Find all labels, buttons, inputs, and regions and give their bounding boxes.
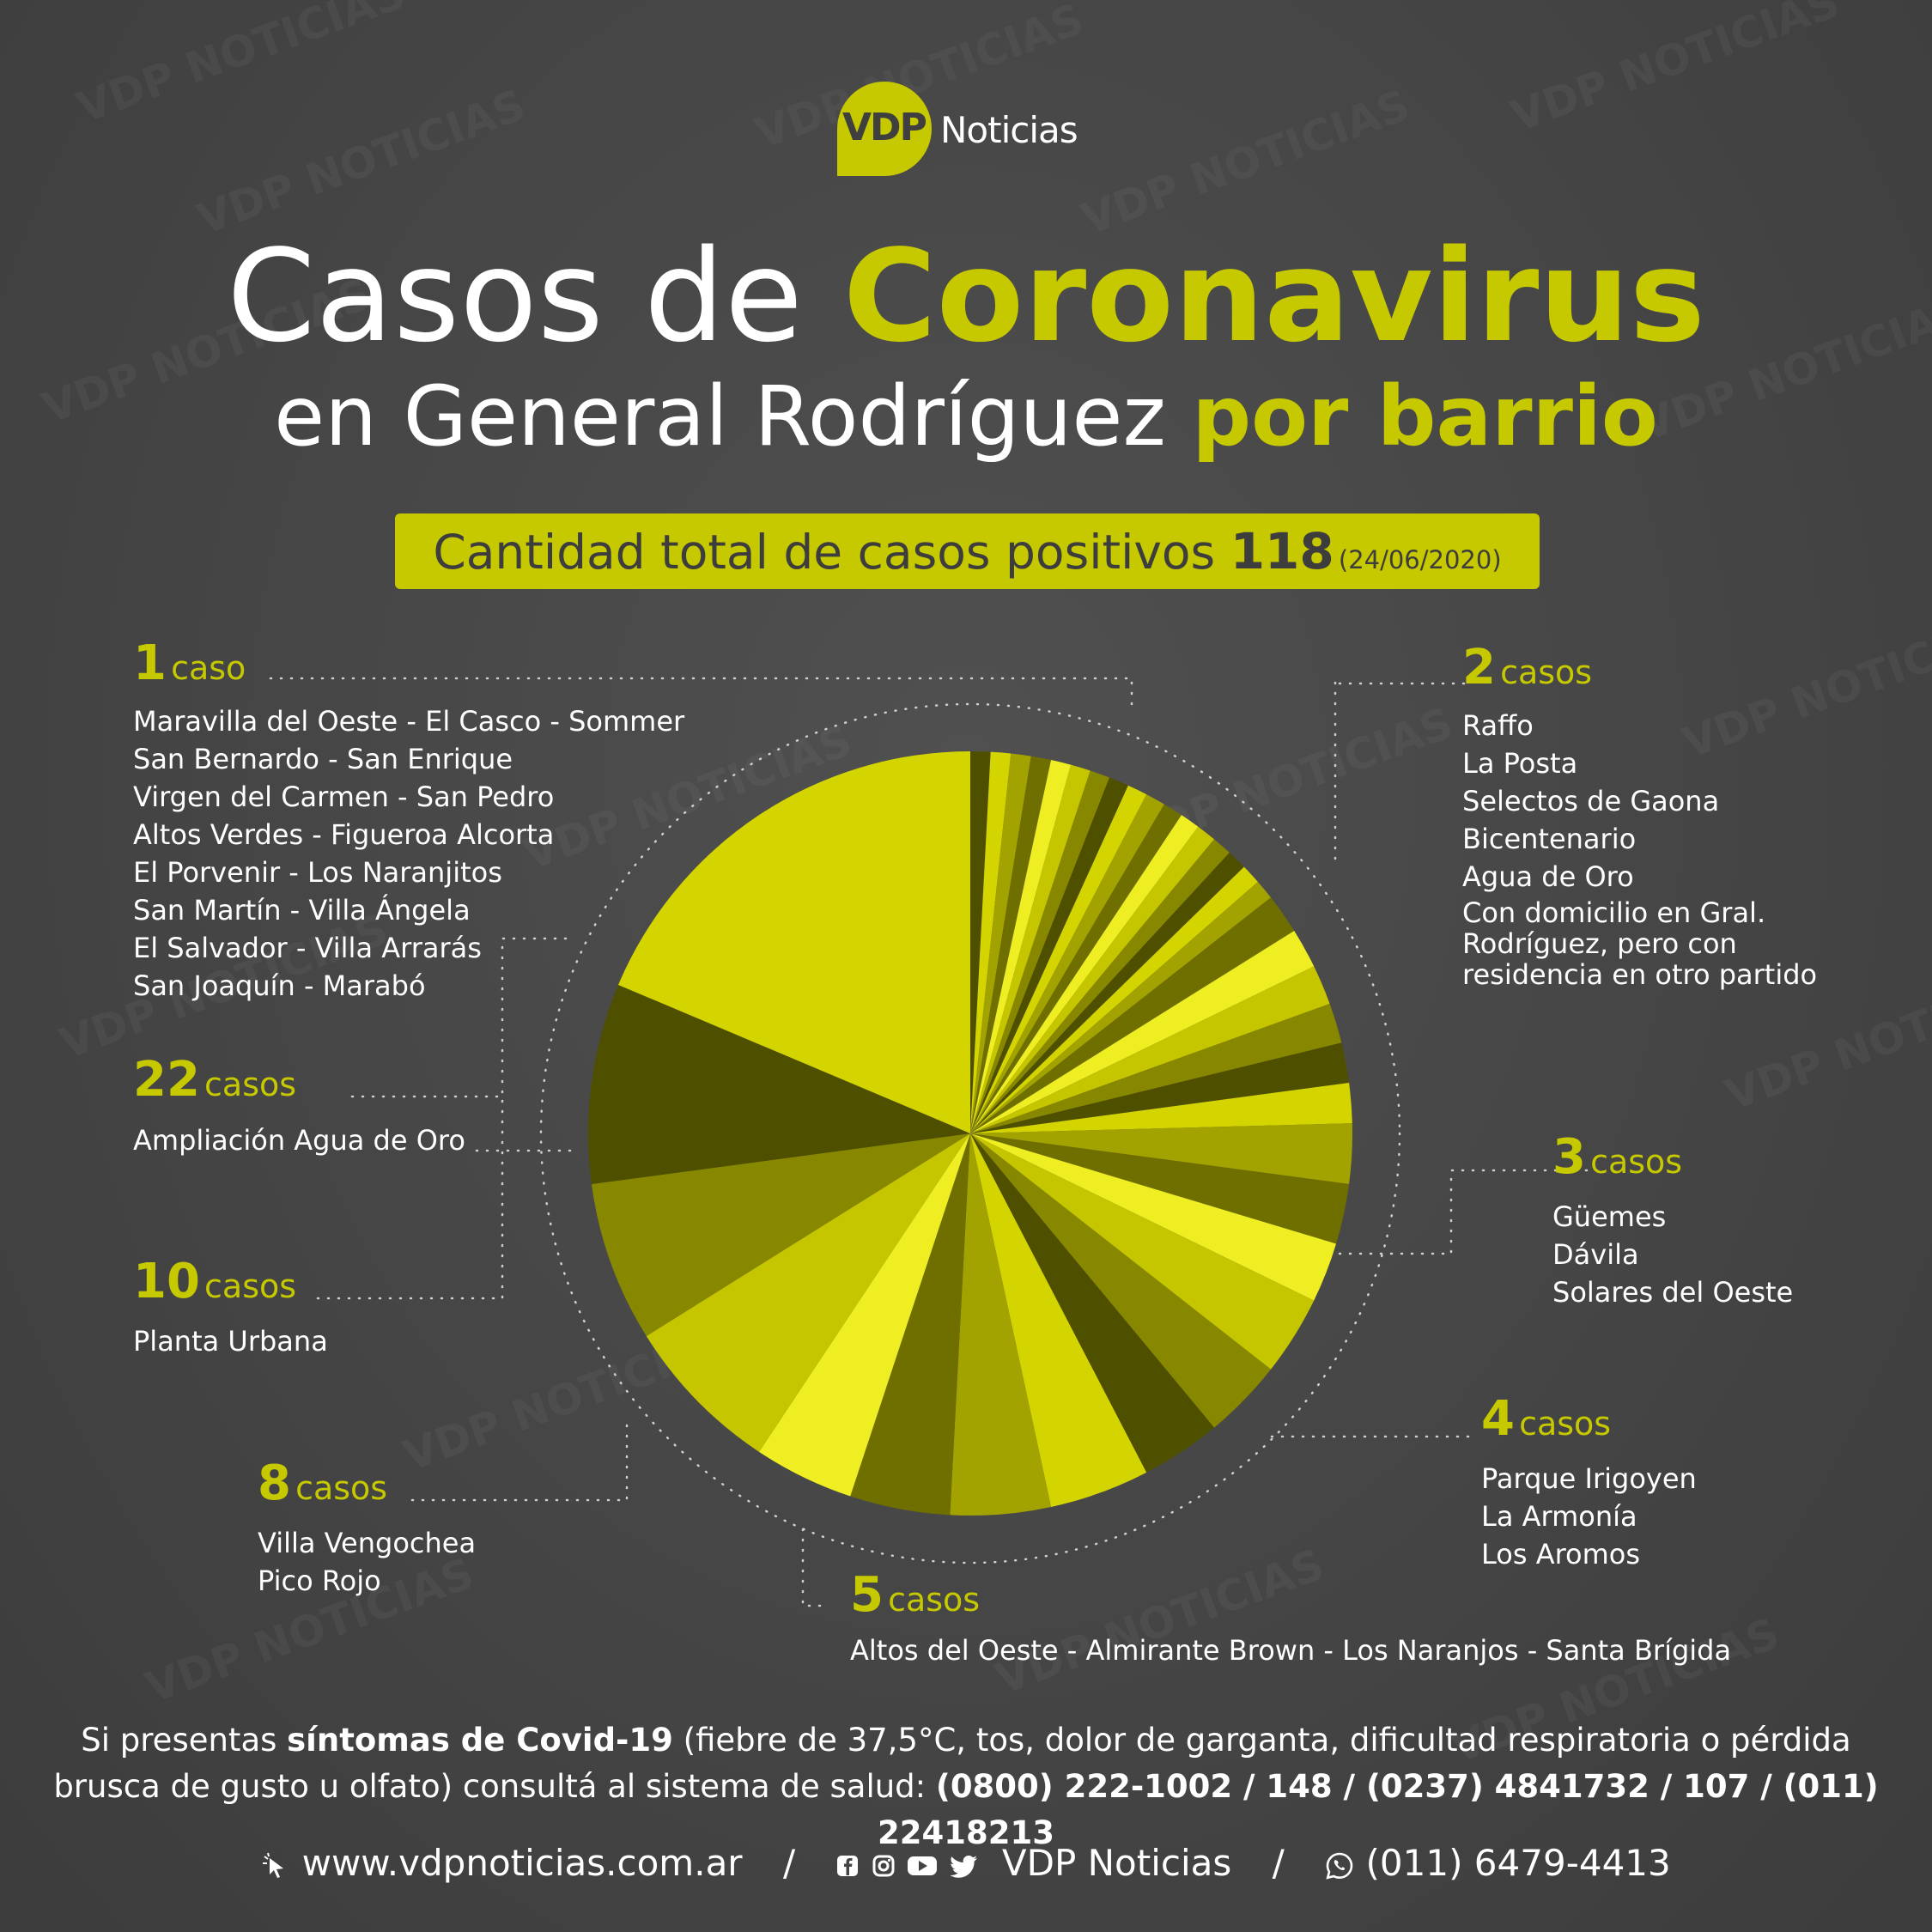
watermark [191,80,532,245]
title-part-2: Coronavirus [843,222,1705,370]
health-advice [52,1717,1880,1856]
list-item: Los Aromos [1481,1538,1641,1571]
group-10-list [133,1322,328,1360]
list-item: Altos Verdes - Figueroa Alcorta [133,818,555,851]
group-2-note [1462,897,1817,990]
watermark [1504,0,1845,142]
title-line-1 [0,222,1932,370]
list-item: Villa Vengochea [258,1527,477,1559]
watermark [1075,80,1416,245]
title-part-1: Casos de [227,222,844,370]
list-item: Ampliación Agua de Oro [133,1124,465,1157]
list-item: Altos del Oeste - Almirante Brown - Los Naranjos - Santa Brígida [850,1634,1732,1667]
whatsapp-icon[interactable] [1325,1851,1354,1880]
note-line: Con domicilio en Gral. [1462,896,1766,929]
website-link[interactable]: www.vdpnoticias.com.ar [301,1842,743,1884]
group-22-list [133,1121,465,1159]
advice-part-3: (fiebre de 37,5°C, tos, dolor de garganta, dificultad respiratoria o pérdida brusca de gusto u olfato) consultá al sistema de salud: [53,1722,1851,1805]
total-cases-banner [395,513,1540,589]
group-5-count: 5 [850,1567,884,1623]
group-5-unit: casos [888,1581,981,1619]
logo-mark [837,82,932,176]
list-item: Maravilla del Oeste - El Casco - Sommer [133,705,685,738]
group-8-list [258,1524,476,1600]
group-10-heading [133,1254,296,1309]
group-22-count: 22 [133,1052,200,1108]
group-1-list [133,702,684,1005]
list-item: La Armonía [1481,1500,1637,1533]
whatsapp-number[interactable]: (011) 6479-4413 [1365,1842,1671,1884]
contact-line [0,1838,1932,1889]
social-handle[interactable]: VDP Noticias [1001,1842,1232,1884]
list-item: Dávila [1552,1238,1639,1271]
twitter-icon[interactable] [950,1854,979,1878]
list-item: Parque Irigoyen [1481,1462,1697,1495]
group-10-count: 10 [133,1254,200,1309]
group-3-list [1552,1198,1793,1311]
advice-phones: (0800) 222-1002 / 148 / (0237) 4841732 / 107 / (011) 22418213 [878,1768,1879,1851]
list-item: Solares del Oeste [1552,1276,1794,1309]
group-5-heading [850,1567,980,1623]
youtube-icon[interactable] [907,1854,938,1878]
watermark [989,1540,1330,1704]
list-item: San Martín - Villa Ángela [133,894,471,927]
group-10-unit: casos [204,1267,297,1305]
group-1-count: 1 [133,635,167,691]
total-date: (24/06/2020) [1338,545,1502,574]
group-4-count: 4 [1481,1391,1515,1447]
note-line: Rodríguez, pero con [1462,927,1737,960]
separator: / [782,1842,796,1884]
list-item: Selectos de Gaona [1462,785,1720,817]
list-item: Bicentenario [1462,823,1637,855]
list-item: Raffo [1462,709,1534,742]
group-4-unit: casos [1519,1405,1612,1443]
facebook-icon[interactable] [835,1854,860,1878]
list-item: San Joaquín - Marabó [133,969,426,1002]
cursor-click-icon [261,1851,290,1880]
group-22-heading [133,1052,296,1108]
subtitle-part-2: por barrio [1192,368,1658,465]
group-2-heading [1462,640,1592,696]
brand-logo [837,82,1103,176]
group-2-list [1462,707,1719,896]
list-item: Pico Rojo [258,1564,381,1597]
total-value: 118 [1230,522,1334,580]
subtitle-part-1: en General Rodríguez [274,368,1193,465]
group-5-list [850,1631,1731,1669]
instagram-icon[interactable] [872,1854,896,1878]
list-item: El Salvador - Villa Arrarás [133,932,482,964]
list-item: Planta Urbana [133,1325,328,1358]
total-label: Cantidad total de casos positivos [433,525,1230,580]
list-item: Agua de Oro [1462,860,1634,893]
separator: / [1272,1842,1285,1884]
title-line-2 [0,369,1932,464]
group-2-unit: casos [1500,653,1593,691]
advice-part-1: Si presentas [81,1722,288,1759]
advice-part-2: síntomas de Covid-19 [287,1722,673,1759]
group-4-heading [1481,1391,1611,1447]
list-item: Güemes [1552,1200,1667,1233]
list-item: San Bernardo - San Enrique [133,743,513,775]
group-4-list [1481,1460,1697,1573]
group-8-count: 8 [258,1455,291,1511]
list-item: El Porvenir - Los Naranjitos [133,856,502,889]
group-8-heading [258,1455,387,1511]
group-2-count: 2 [1462,640,1496,696]
group-3-count: 3 [1552,1129,1586,1185]
note-line: residencia en otro partido [1462,958,1818,991]
group-3-unit: casos [1590,1143,1683,1181]
list-item: La Posta [1462,747,1578,780]
group-1-unit: caso [171,649,246,687]
cases-pie-chart [584,747,1357,1520]
logo-wordmark: Noticias [940,109,1078,151]
group-3-heading [1552,1129,1682,1185]
watermark [70,0,411,133]
logo-mark-text: VDP [842,106,926,149]
group-22-unit: casos [204,1066,297,1103]
list-item: Virgen del Carmen - San Pedro [133,781,555,813]
group-1-heading [133,635,246,691]
group-8-unit: casos [295,1469,388,1507]
